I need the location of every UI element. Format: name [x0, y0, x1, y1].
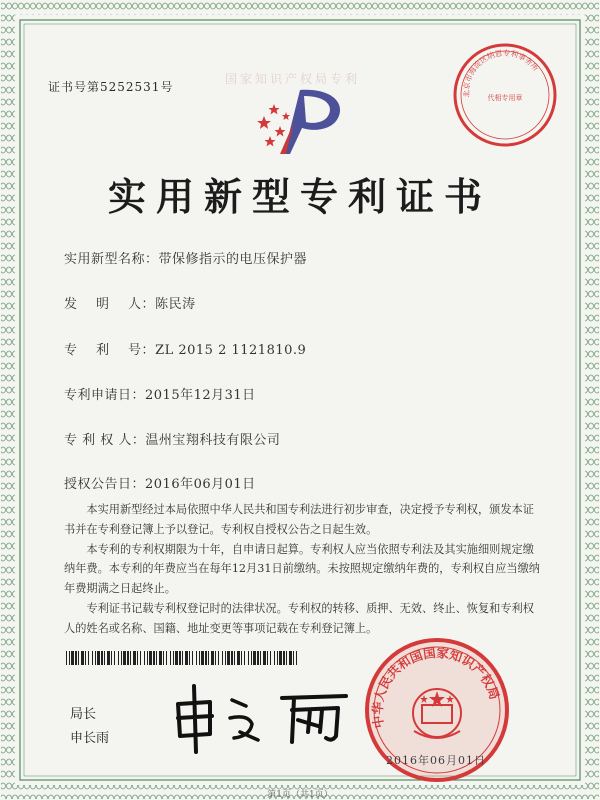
field-grant-date-label: 授权公告日： — [64, 477, 146, 492]
field-patent-number — [64, 339, 306, 358]
director-title: 局长 — [70, 707, 97, 722]
field-patentee — [64, 429, 280, 448]
field-inventor-label: 发 明 人： — [64, 297, 156, 312]
certificate-body — [64, 500, 544, 639]
patent-office-logo — [250, 82, 360, 162]
field-patent-number-label: 专 利 号： — [64, 343, 156, 358]
page-footer: 第1页（共1页） — [267, 790, 333, 800]
field-application-date-value: 2015年12月31日 — [145, 388, 256, 403]
field-patentee-label: 专 利 权 人： — [64, 433, 146, 448]
field-name — [64, 248, 307, 267]
director-signature — [170, 676, 360, 756]
body-paragraph: 专利证书记载专利权登记时的法律状况。专利权的转移、质押、无效、终止、恢复和专利权人的姓名或名称、国籍、地址变更等事项记载在专利登记簿上。 — [64, 601, 534, 635]
watermark-text: 国家知识产权局专利 — [225, 72, 361, 86]
barcode — [66, 651, 302, 665]
field-inventor-value: 陈民涛 — [155, 297, 196, 312]
body-paragraph: 本实用新型经过本局依照中华人民共和国专利法进行初步审查，决定授予专利权，颁发本证书并在专利登记簿上予以登记。专利权自授权公告之日起生效。 — [64, 503, 534, 536]
svg-text:代相专用章: 代相专用章 — [487, 94, 523, 102]
director-name: 申长雨 — [70, 731, 110, 746]
seal-date: 2016年06月01日 — [386, 754, 486, 767]
field-inventor — [64, 293, 196, 312]
field-patentee-value: 温州宝翔科技有限公司 — [145, 433, 281, 448]
certificate-number: 证书号第5252531号 — [48, 80, 174, 94]
field-patent-number-value: ZL 2015 2 1121810.9 — [155, 343, 307, 358]
page-title: 实用新型专利证书 — [107, 174, 492, 219]
field-name-value: 带保修指示的电压保护器 — [158, 252, 308, 267]
field-application-date-label: 专利申请日： — [64, 388, 146, 403]
seal-text: 中华人民共和国国家知识产权局 — [369, 645, 503, 730]
body-paragraph: 本专利的专利权期限为十年，自申请日起算。专利权人应当依照专利法及其实施细则规定缴纳年费。本专利的年费应当在每年12月31日前缴纳。未按照规定缴纳年费的，专利权自应当缴纳年费期满之日起终止。 — [64, 542, 540, 596]
field-grant-date-value: 2016年06月01日 — [145, 477, 256, 492]
field-application-date — [64, 384, 256, 403]
svg-text:北京市海淀区纳恩专利事务所: 北京市海淀区纳恩专利事务所 — [461, 48, 541, 98]
agency-seal — [450, 40, 560, 150]
field-name-label: 实用新型名称： — [64, 252, 159, 267]
field-grant-date — [64, 473, 256, 492]
